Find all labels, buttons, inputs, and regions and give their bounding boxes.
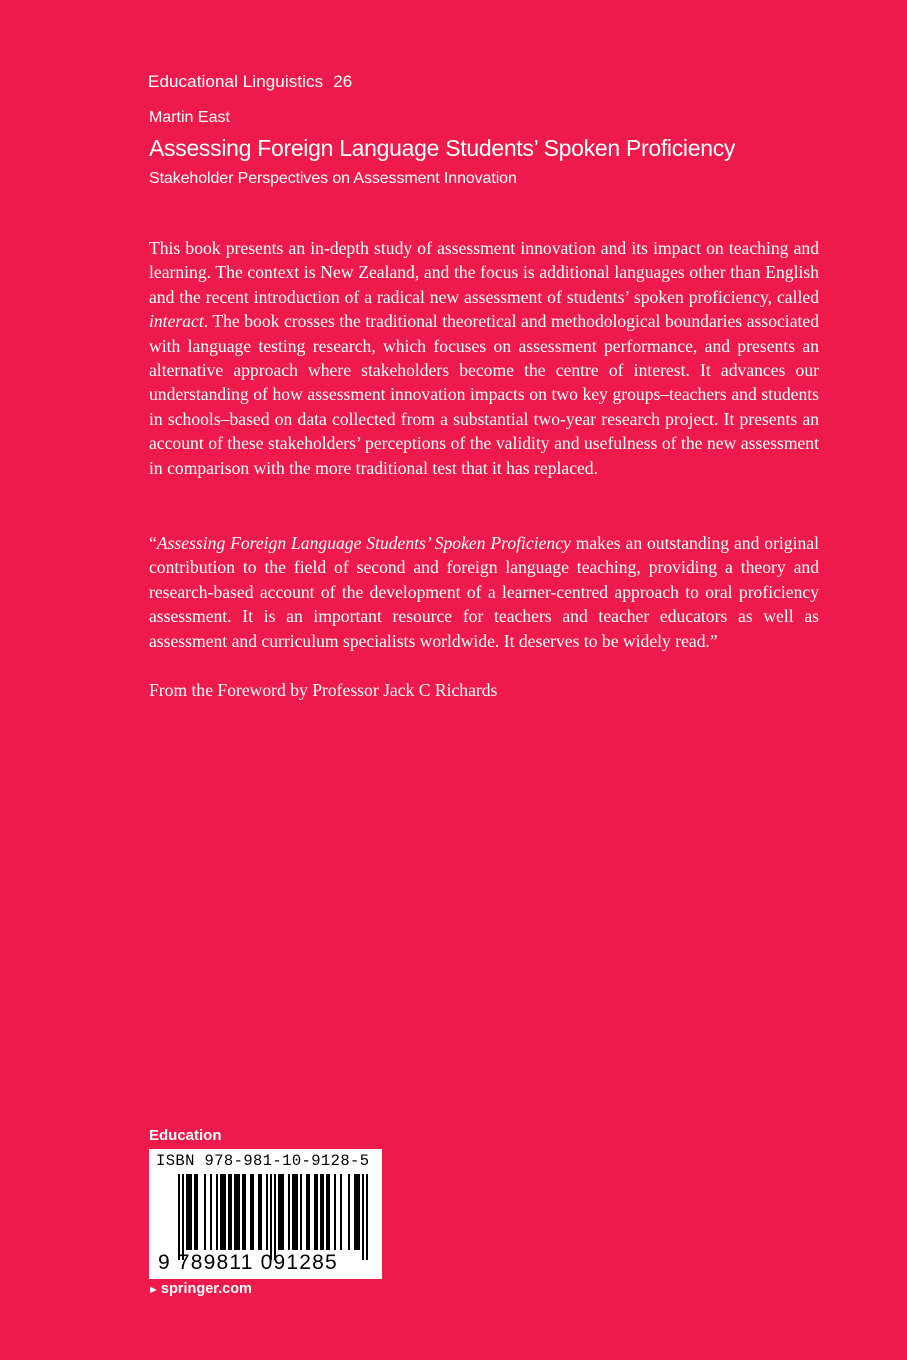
description-text-start: This book presents an in-depth study of assessment innovation and its impact on teaching and learning. The context is New Zealand, and the focus is additional languages other than English and the recent introduction of a radical new assessment of students’ spoken proficiency, called bbox=[149, 238, 819, 307]
barcode-bar bbox=[282, 1174, 284, 1250]
barcode-bar bbox=[244, 1174, 246, 1250]
subject-category: Education bbox=[149, 1127, 222, 1144]
barcode-bar bbox=[308, 1174, 310, 1250]
barcode-bar bbox=[340, 1174, 342, 1250]
barcode-bar bbox=[250, 1174, 252, 1250]
quote-attribution: From the Foreword by Professor Jack C Richards bbox=[149, 680, 498, 700]
barcode-bar bbox=[260, 1174, 262, 1250]
barcode-bar bbox=[356, 1174, 358, 1250]
barcode-bar bbox=[190, 1174, 192, 1250]
book-title: Assessing Foreign Language Students’ Spoken Proficiency bbox=[149, 135, 736, 161]
barcode-bar bbox=[288, 1174, 290, 1250]
foreword-quote bbox=[149, 531, 819, 653]
barcode-bar bbox=[292, 1174, 294, 1250]
book-description bbox=[149, 236, 819, 480]
barcode-bar bbox=[222, 1174, 224, 1250]
barcode-bar bbox=[186, 1174, 188, 1250]
quote-italic-title: Assessing Foreign Language Students’ Spoken Proficiency bbox=[156, 533, 571, 553]
barcode-bar bbox=[280, 1174, 282, 1250]
barcode-bar bbox=[216, 1174, 218, 1250]
barcode-bar bbox=[236, 1174, 238, 1250]
description-text-end: . The book crosses the traditional theoretical and methodological boundaries associated with language testing research, which focuses on assessment performance, and presents an alternative approach where stakeholders become the centre of interest. It advances our understanding of how assessment innovation impacts on two key groups–teachers and students in schools–based on data collected from a substantial two-year research project. It presents an account of these stakeholders’ perceptions of the validity and usefulness of the new assessment in comparison with the more traditional test that it has replaced. bbox=[149, 311, 819, 478]
isbn-barcode bbox=[149, 1149, 382, 1279]
barcode-bar bbox=[182, 1174, 184, 1260]
series-name: Educational Linguistics bbox=[148, 72, 324, 91]
barcode-bar bbox=[306, 1174, 308, 1250]
isbn-label: ISBN 978-981-10-9128-5 bbox=[156, 1152, 370, 1170]
barcode-bar bbox=[334, 1174, 336, 1250]
author-name: Martin East bbox=[149, 109, 230, 126]
barcode-bar bbox=[354, 1174, 356, 1250]
barcode-bar bbox=[362, 1174, 364, 1260]
barcode-bar bbox=[320, 1174, 322, 1250]
barcode-bar bbox=[300, 1174, 302, 1250]
barcode-bar bbox=[316, 1174, 318, 1250]
barcode-bar bbox=[188, 1174, 190, 1250]
arrow-right-icon: ► bbox=[148, 1284, 159, 1296]
barcode-bar bbox=[326, 1174, 328, 1250]
barcode-bar bbox=[266, 1174, 268, 1250]
barcode-bar bbox=[278, 1174, 280, 1250]
series-number: 26 bbox=[333, 72, 353, 91]
barcode-bar bbox=[228, 1174, 230, 1250]
barcode-bar bbox=[220, 1174, 222, 1250]
publisher-website bbox=[148, 1281, 252, 1297]
barcode-bar bbox=[270, 1174, 272, 1260]
barcode-bar bbox=[366, 1174, 368, 1260]
barcode-bar bbox=[322, 1174, 324, 1250]
barcode-bar bbox=[196, 1174, 198, 1250]
barcode-bar bbox=[230, 1174, 232, 1250]
barcode-bar bbox=[314, 1174, 316, 1250]
barcode-bar bbox=[234, 1174, 236, 1250]
barcode-bar bbox=[194, 1174, 196, 1250]
barcode-bar bbox=[348, 1174, 350, 1250]
barcode-bar bbox=[238, 1174, 240, 1250]
barcode-bar bbox=[358, 1174, 360, 1250]
barcode-bar bbox=[274, 1174, 276, 1260]
quote-text: makes an outstanding and original contribution to the field of second and foreign language teaching, providing a theory and research-based account of the development of a learner-centred approach to oral proficiency assessment. It is an important resource for teachers and teacher educators as well as assessment and curriculum specialists worldwide. It deserves to be widely read.” bbox=[149, 533, 819, 651]
quote-open-mark: “ bbox=[149, 533, 157, 553]
series-line bbox=[148, 72, 352, 92]
barcode-bar bbox=[294, 1174, 296, 1250]
website-text: springer.com bbox=[160, 1281, 252, 1297]
barcode-bar bbox=[178, 1174, 180, 1260]
ean-digits: 9 789811 091285 bbox=[158, 1251, 338, 1274]
barcode-bar bbox=[328, 1174, 330, 1250]
barcode-bar bbox=[242, 1174, 244, 1250]
barcode-bar bbox=[224, 1174, 226, 1250]
barcode-bar bbox=[258, 1174, 260, 1250]
barcode-bar bbox=[210, 1174, 212, 1250]
description-italic-term: interact bbox=[149, 311, 204, 332]
book-subtitle: Stakeholder Perspectives on Assessment Innovation bbox=[149, 170, 517, 187]
barcode-bar bbox=[204, 1174, 206, 1250]
barcode-bar bbox=[252, 1174, 254, 1250]
barcode-bar bbox=[296, 1174, 298, 1250]
